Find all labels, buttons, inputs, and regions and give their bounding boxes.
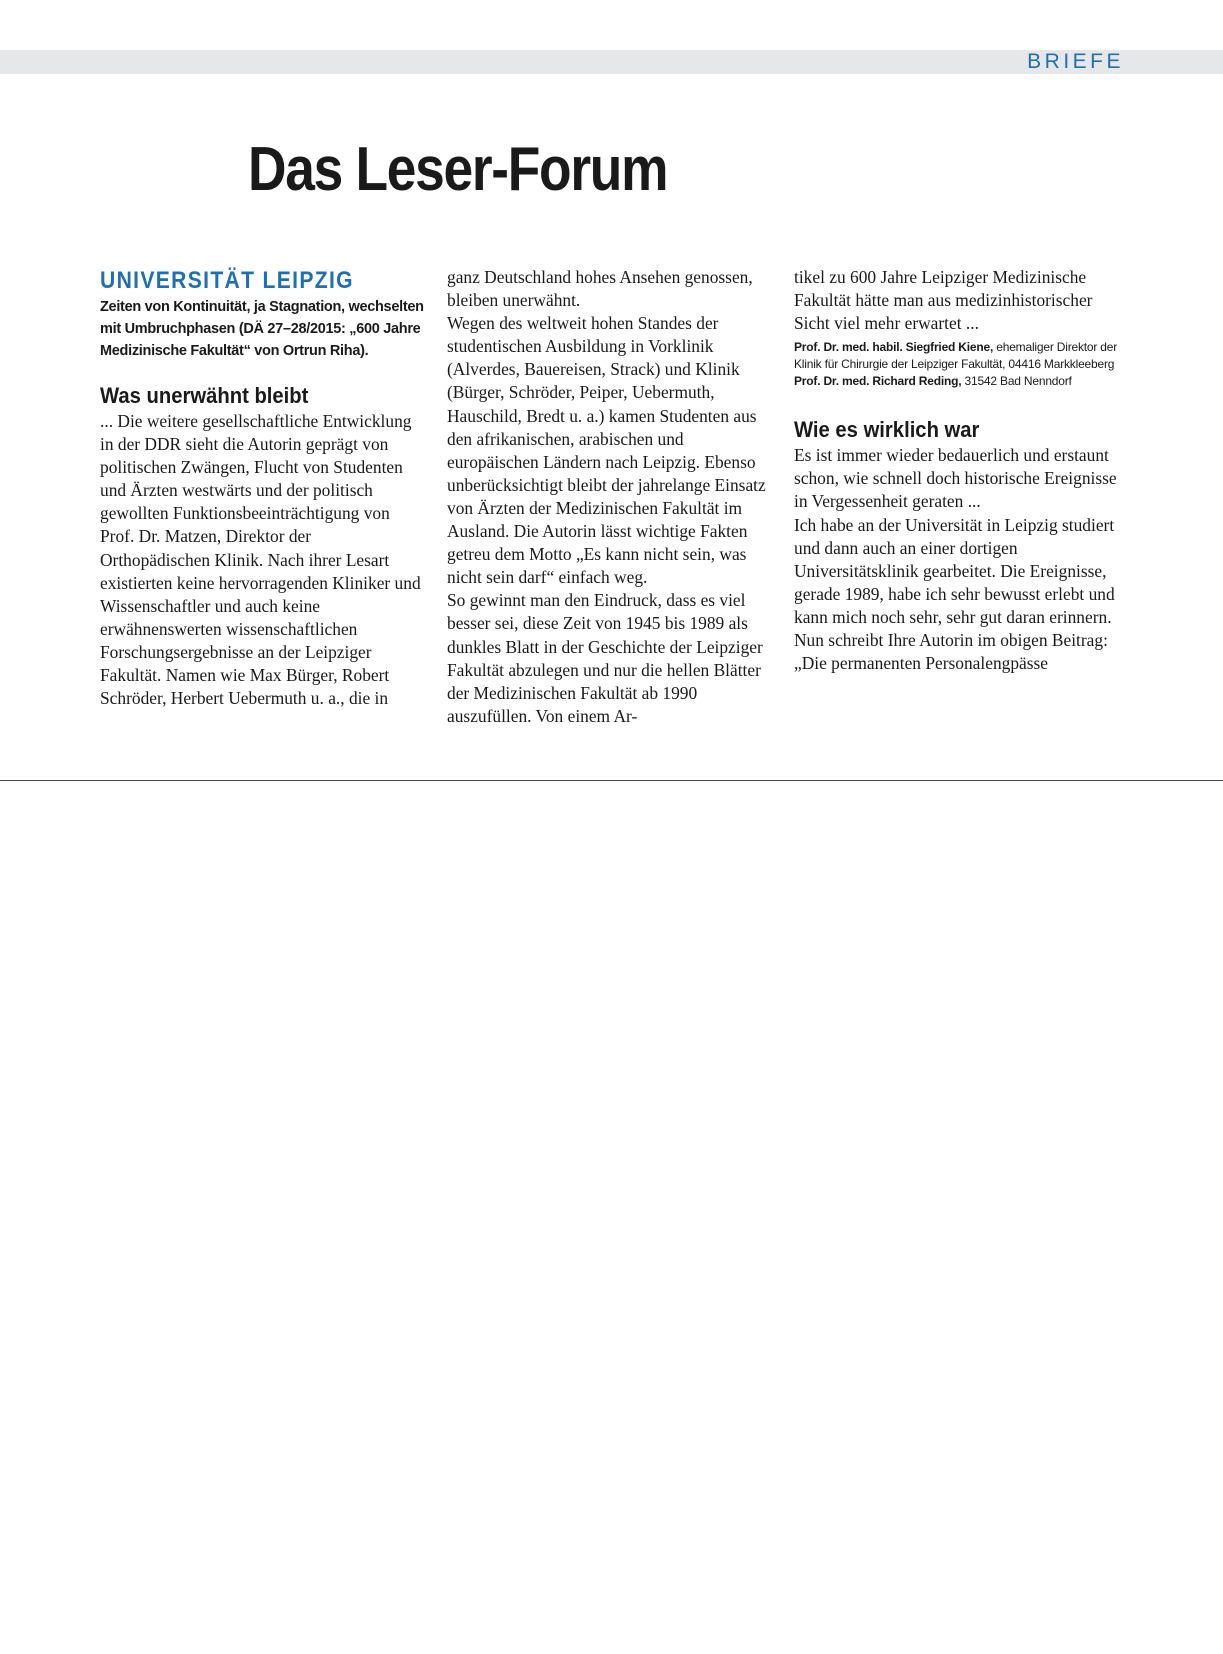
column-1 <box>100 266 425 710</box>
section-label: BRIEFE <box>1027 50 1124 73</box>
letter-paragraph: Es ist immer wieder bedauerlich und erstaunt schon, wie schnell doch historische Ereignisse in Vergessenheit geraten ... <box>794 445 1117 512</box>
letter-paragraph: Nun schreibt Ihre Autorin im obigen Beitrag: „Die permanenten Personalengpässe <box>794 630 1108 674</box>
article-intro: Zeiten von Kontinuität, ja Stagnation, wechselten mit Umbruchphasen (DÄ 27–28/2015: „600 Jahre Medizinische Fakultät“ von Ortrun Riha). <box>100 299 424 359</box>
column-2 <box>447 266 772 728</box>
letter-heading: Wie es wirklich war <box>794 417 980 443</box>
page-divider <box>0 780 1223 781</box>
letter-paragraph: ... Die weitere gesellschaftliche Entwicklung in der DDR sieht die Autorin geprägt von politischen Zwängen, Flucht von Studenten und Ärzten westwärts und der politisch gewollten Funktionsbeeinträchtigung von Prof. Dr. Matzen, Direktor der Orthopädischen Klinik. Nach ihrer Lesart existierten keine hervorragenden Kliniker und Wissenschaftler und auch keine erwähnenswerten wissenschaftlichen Forschungsergebnisse an der Leipziger Fakultät. Namen wie Max Bürger, Robert Schröder, Herbert Uebermuth u. a., die in <box>100 411 421 709</box>
author-signature <box>794 373 1119 390</box>
letter-paragraph: So gewinnt man den Eindruck, dass es viel besser sei, diese Zeit von 1945 bis 1989 als dunkles Blatt in der Geschichte der Leipziger Fakultät abzulegen und nur die hellen Blätter der Medizinischen Fakultät ab 1990 auszufüllen. Von einem Ar- <box>447 590 763 726</box>
author-signature <box>794 339 1119 373</box>
article-topic: UNIVERSITÄT LEIPZIG <box>100 267 354 294</box>
letter-paragraph: tikel zu 600 Jahre Leipziger Medizinische Fakultät hätte man aus medizinhistorischer Sicht viel mehr erwartet ... <box>794 267 1093 334</box>
letter-signatures <box>794 339 1119 390</box>
letter-paragraph: Ich habe an der Universität in Leipzig studiert und dann auch an einer dortigen Universitätsklinik gearbeitet. Die Ereignisse, gerade 1989, habe ich sehr bewusst erlebt und kann mich noch sehr, sehr gut daran erinnern. <box>794 514 1115 627</box>
author-details: 31542 Bad Nenndorf <box>964 374 1072 389</box>
letter-heading: Was unerwähnt bleibt <box>100 383 309 408</box>
column-3 <box>794 266 1119 675</box>
author-name: Prof. Dr. med. Richard Reding, <box>794 374 962 389</box>
author-name: Prof. Dr. med. habil. Siegfried Kiene, <box>794 340 994 355</box>
author-details: ehemaliger Direktor der Klinik für Chirurgie der Leipziger Fakultät, 04416 Markkleeberg <box>794 340 1118 372</box>
letter-paragraph: Wegen des weltweit hohen Standes der studentischen Ausbildung in Vorklinik (Alverdes, Bauereisen, Strack) und Klinik (Bürger, Schröder, Peiper, Uebermuth, Hauschild, Bredt u. a.) kamen Studenten aus den afrikanischen, arabischen und europäischen Ländern nach Leipzig. Ebenso unberücksichtigt bleibt der jahrelange Einsatz von Ärzten der Medizinischen Fakultät im Ausland. Die Autorin lässt wichtige Fakten getreu dem Motto „Es kann nicht sein, was nicht sein darf“ einfach weg. <box>447 313 766 588</box>
letter-paragraph: ganz Deutschland hohes Ansehen genossen, bleiben unerwähnt. <box>447 267 753 311</box>
page-title: Das Leser-Forum <box>248 135 668 204</box>
